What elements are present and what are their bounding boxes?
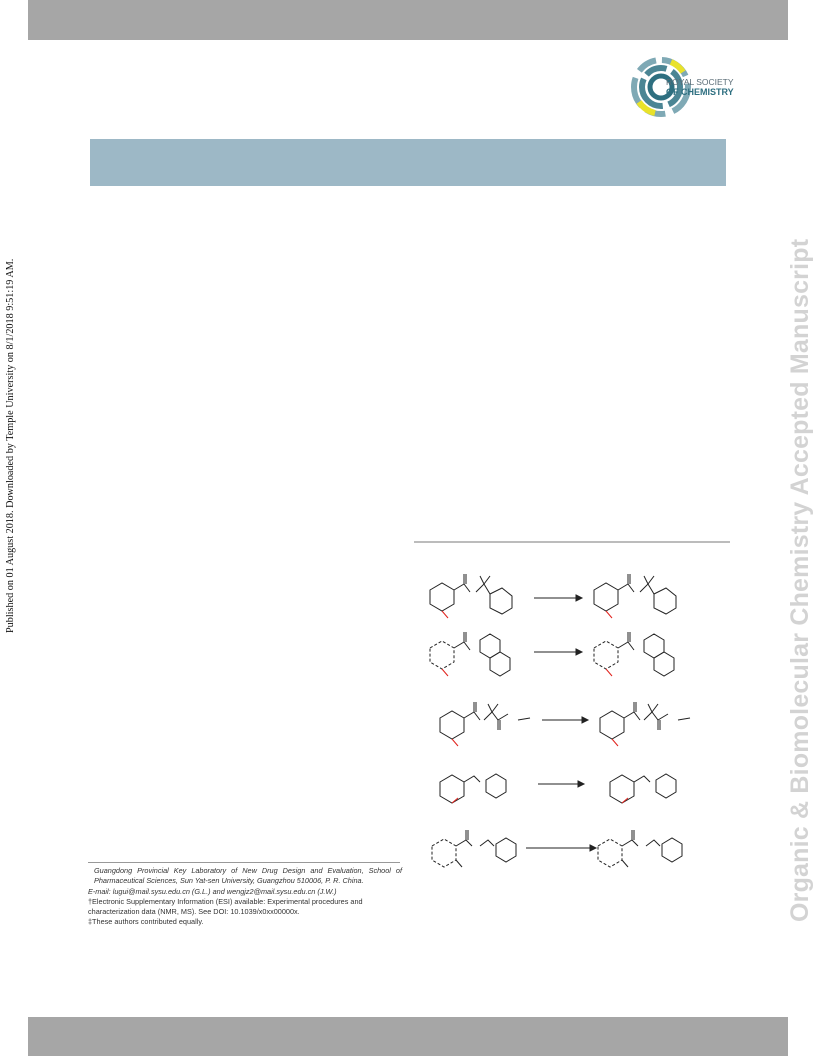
- reaction-scheme-graphic: [418, 562, 734, 882]
- footnote-rule: [88, 862, 400, 863]
- scheme-row-2-product: [594, 632, 674, 676]
- header-bar: [28, 0, 788, 40]
- footnote-affiliation: Guangdong Provincial Key Laboratory of New Drug Design and Evaluation, School of Pharmaceutical Sciences, Sun Yat-sen University, Guangzhou 510006, P. R. China.: [94, 866, 402, 886]
- footnotes: [88, 866, 402, 928]
- scheme-row-5-product: [598, 830, 682, 867]
- rsc-logo-text: [666, 77, 734, 97]
- footer-bar: [28, 1017, 788, 1056]
- scheme-row-5-substrate: [432, 830, 516, 867]
- footnote-contrib: ‡These authors contributed equally.: [88, 917, 204, 927]
- scheme-row-3-substrate: [440, 702, 530, 746]
- title-band: [90, 139, 726, 186]
- logo-line-1: ROYAL SOCIETY: [666, 77, 734, 87]
- scheme-row-2-substrate: [430, 632, 510, 676]
- footnote-esi: †Electronic Supplementary Information (ESI) available: Experimental procedures and characterization data (NMR, MS). See DOI: 10.1039/x0xx00000x.: [88, 896, 363, 917]
- scheme-row-4-substrate: [440, 774, 506, 803]
- logo-line-2: OF CHEMISTRY: [666, 87, 734, 97]
- scheme-row-1-product: [594, 574, 676, 618]
- footnote-email: E-mail: lugui@mail.sysu.edu.cn (G.L.) and wengjz2@mail.sysu.edu.cn (J.W.): [88, 886, 337, 896]
- scheme-row-1-substrate: [430, 574, 512, 618]
- scheme-row-3-product: [600, 702, 690, 746]
- scheme-row-4-product: [610, 774, 676, 803]
- column-rule: [414, 541, 730, 543]
- accepted-manuscript-watermark: Organic & Biomolecular Chemistry Accepted Manuscript: [786, 238, 814, 922]
- published-note: Published on 01 August 2018. Downloaded by Temple University on 8/1/2018 9:51:19 AM.: [5, 258, 16, 633]
